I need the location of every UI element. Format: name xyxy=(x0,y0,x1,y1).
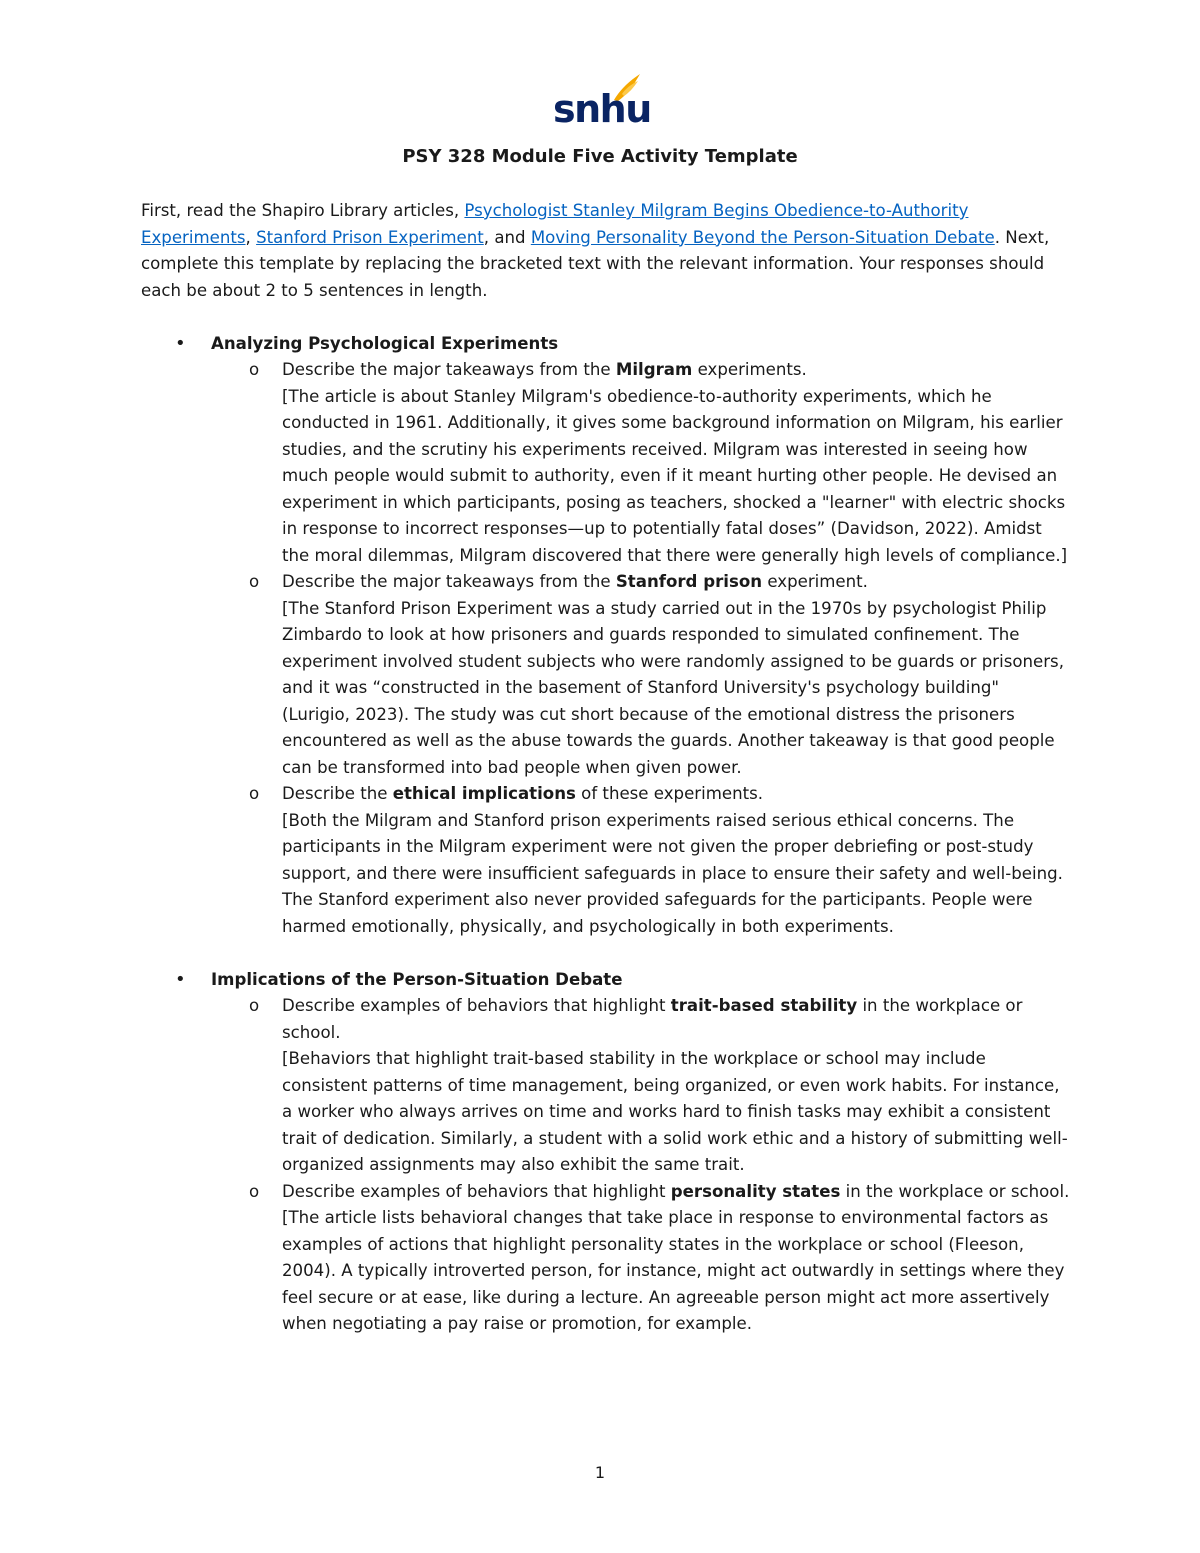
list-item xyxy=(141,357,1071,569)
section-analyzing-experiments xyxy=(141,331,1071,941)
bullet-icon: • xyxy=(175,332,186,354)
section-person-situation xyxy=(141,967,1071,1338)
answer-text: [Behaviors that highlight trait-based stability in the workplace or school may include consistent patterns of time management, being organized, or even work habits. For instance, a worker who always arrives on time and works hard to finish tasks may exhibit a consistent trait of dedication. Similarly, a student with a solid work ethic and a history of submitting well-organized assignments may also exhibit the same trait. xyxy=(282,1049,1068,1174)
person-situation-article-link[interactable]: Moving Personality Beyond the Person-Situation Debate xyxy=(530,227,995,247)
list-item xyxy=(141,781,1071,940)
page-number: 1 xyxy=(594,1463,606,1482)
milgram-article-link[interactable]: Psychologist Stanley Milgram Begins Obedience-to-Authority Experiments xyxy=(141,201,969,247)
prompt: Describe examples of behaviors that highlight personality states in the workplace or school. xyxy=(282,1181,1070,1201)
prompt: Describe the ethical implications of these experiments. xyxy=(282,784,764,803)
answer-text: [Both the Milgram and Stanford prison experiments raised serious ethical concerns. The participants in the Milgram experiment were not given the proper debriefing or post-study support, and there were insufficient safeguards in place to ensure their safety and well-being. The Stanford experiment also never provided safeguards for the participants. People were harmed emotionally, physically, and psychologically in both experiments. xyxy=(282,810,1063,936)
prompt: Describe the major takeaways from the Stanford prison experiment. xyxy=(282,572,868,591)
prompt: Describe the major takeaways from the Milgram experiments. xyxy=(282,360,807,379)
section-heading: • Analyzing Psychological Experiments xyxy=(141,331,1071,358)
stanford-article-link[interactable]: Stanford Prison Experiment xyxy=(256,227,484,247)
prompt: Describe examples of behaviors that highlight trait-based stability in the workplace or school. xyxy=(282,996,1023,1042)
answer-text: [The article lists behavioral changes that take place in response to environmental factors as examples of actions that highlight personality states in the workplace or school (Fleeson, 2004). A typically introverted person, for instance, might act outwardly in settings where they feel secure or at ease, like during a lecture. An agreeable person might act more assertively when negotiating a pay raise or promotion, for example. xyxy=(282,1208,1065,1333)
list-item xyxy=(141,993,1071,1179)
list-item xyxy=(141,1179,1071,1338)
section-heading: • Implications of the Person-Situation Debate xyxy=(141,967,1071,994)
page-title: PSY 328 Module Five Activity Template xyxy=(402,146,798,167)
sub-bullet-icon: o xyxy=(249,996,260,1015)
logo-wordmark: snhu xyxy=(553,87,651,131)
sub-bullet-icon: o xyxy=(249,1181,260,1201)
sub-bullet-icon: o xyxy=(249,784,260,803)
bullet-icon: • xyxy=(175,968,186,990)
list-item xyxy=(141,569,1071,781)
snhu-logo xyxy=(553,72,651,134)
answer-text: [The article is about Stanley Milgram's obedience-to-authority experiments, which he conducted in 1961. Additionally, it gives some background information on Milgram, his earlier studies, and the scrutiny his experiments received. Milgram was interested in seeing how much people would submit to authority, even if it meant hurting other people. He devised an experiment in which participants, posing as teachers, shocked a "learner" with electric shocks in response to incorrect responses—up to potentially fatal doses” (Davidson, 2022). Amidst the moral dilemmas, Milgram discovered that there were generally high levels of compliance.] xyxy=(282,386,1068,565)
document-body xyxy=(141,198,1071,1338)
answer-text: [The Stanford Prison Experiment was a study carried out in the 1970s by psychologist Philip Zimbardo to look at how prisoners and guards responded to simulated confinement. The experiment involved student subjects who were randomly assigned to be guards or prisoners, and it was “constructed in the basement of Stanford University's psychology building" (Lurigio, 2023). The study was cut short because of the emotional distress the prisoners encountered as well as the abuse towards the guards. Another takeaway is that good people can be transformed into bad people when given power. xyxy=(282,598,1064,777)
sub-bullet-icon: o xyxy=(249,572,260,591)
sub-bullet-icon: o xyxy=(249,360,260,379)
intro-paragraph: First, read the Shapiro Library articles, Psychologist Stanley Milgram Begins Obedience-to-Authority Experiments, Stanford Prison Experiment, and Moving Personality Beyond the Person-Situation Debate. Next, complete this template by replacing the bracketed text with the relevant information. Your responses should each be about 2 to 5 sentences in length. xyxy=(141,201,1050,300)
